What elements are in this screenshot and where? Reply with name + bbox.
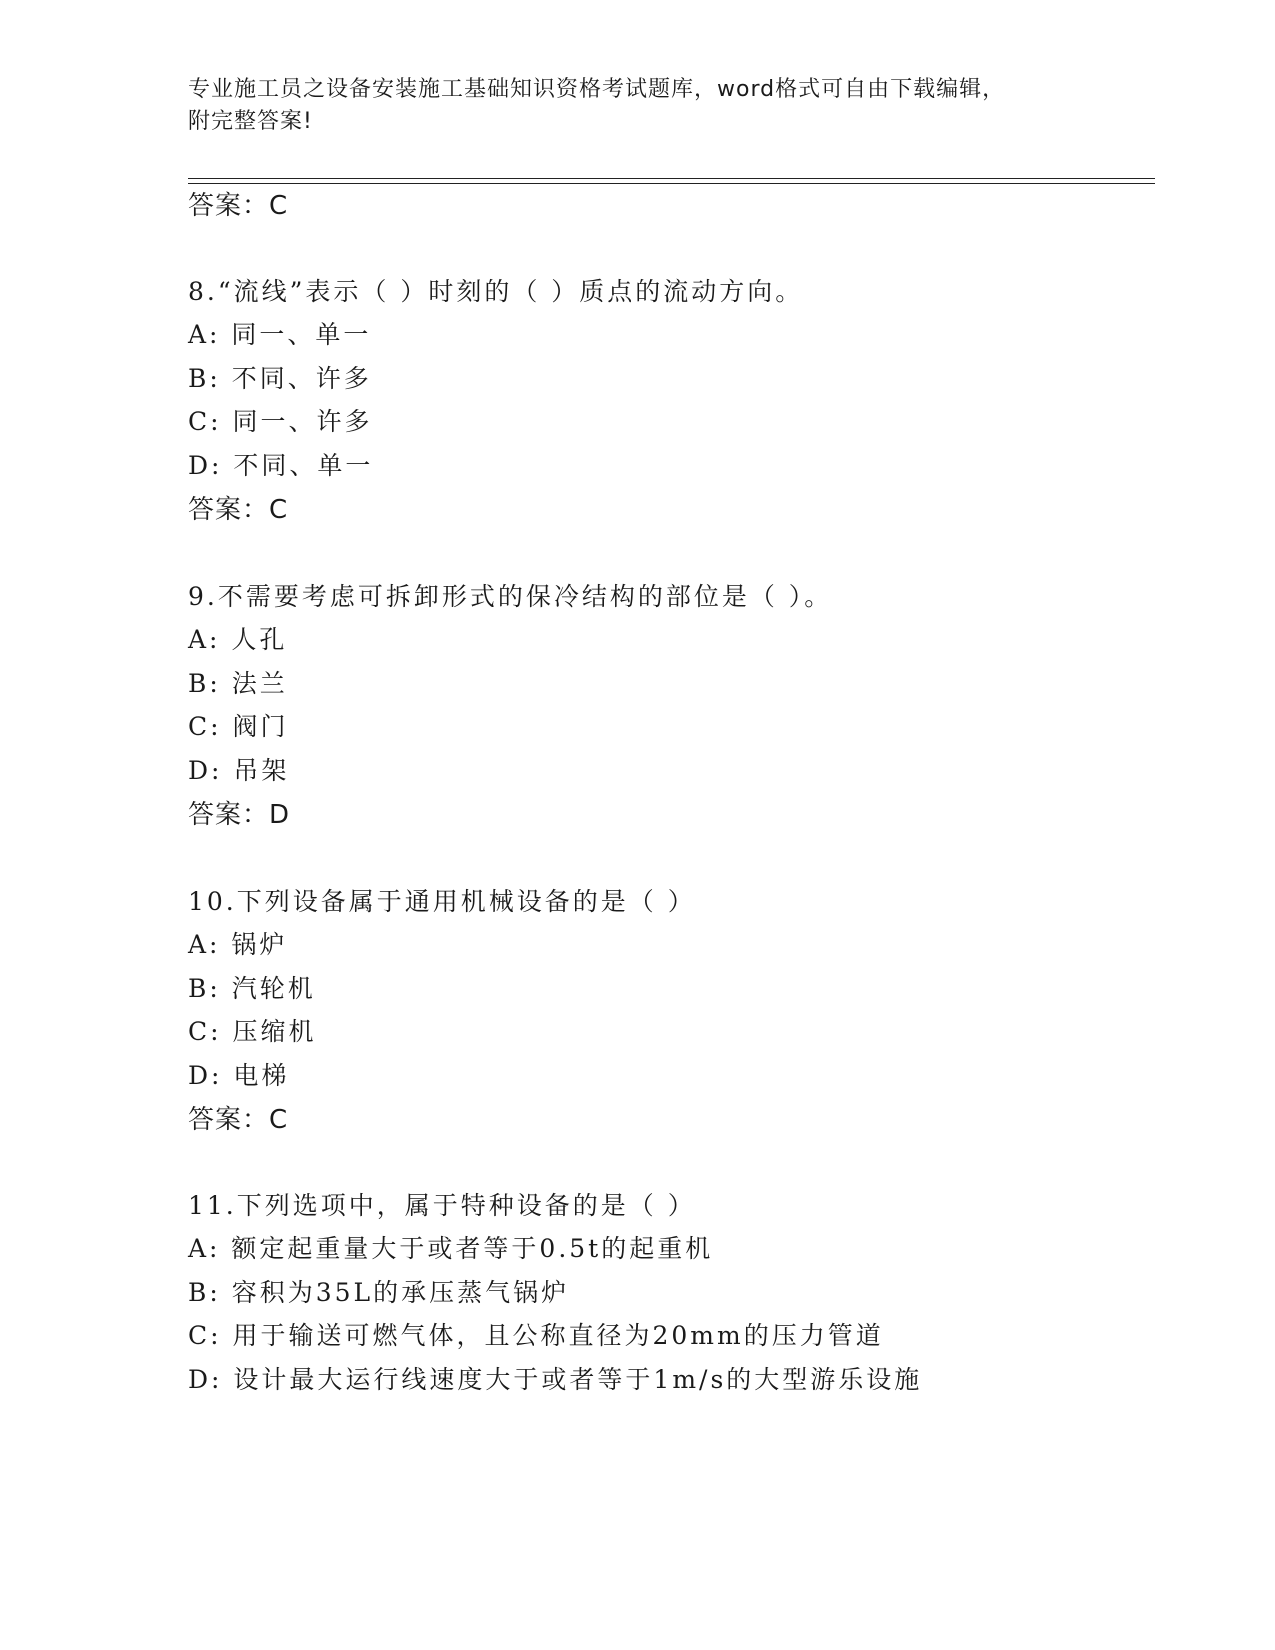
option-a: A: 同一、单一 [188,320,372,349]
question-stem: 11.下列选项中，属于特种设备的是（ ） [188,1191,696,1220]
answer-line: 答案：D [188,800,291,830]
document-header [188,74,1088,138]
option-d: D: 吊架 [188,756,290,785]
option-c: C: 压缩机 [188,1017,317,1046]
option-c: C: 用于输送可燃气体，且公称直径为20mm的压力管道 [188,1321,884,1350]
header-line-2: 附完整答案! [188,109,313,134]
question-stem: 10.下列设备属于通用机械设备的是（ ） [188,887,696,916]
option-a: A: 额定起重量大于或者等于0.5t的起重机 [188,1234,714,1263]
option-b: B: 容积为35L的承压蒸气锅炉 [188,1278,570,1307]
question-stem: 9.不需要考虑可拆卸形式的保冷结构的部位是（ ）。 [188,582,833,611]
question-stem: 8.“流线”表示（ ）时刻的（ ）质点的流动方向。 [188,277,804,306]
option-b: B: 汽轮机 [188,974,316,1003]
answer-line: 答案：C [188,495,289,525]
option-a: A: 锅炉 [188,930,288,959]
option-d: D: 设计最大运行线速度大于或者等于1m/s的大型游乐设施 [188,1365,923,1394]
answer-line: 答案：C [188,191,289,221]
option-c: C: 阀门 [188,712,289,741]
option-d: D: 不同、单一 [188,451,374,480]
option-c: C: 同一、许多 [188,407,373,436]
option-a: A: 人孔 [188,625,288,654]
header-divider-bottom [188,183,1155,184]
header-divider-top [188,178,1155,179]
option-d: D: 电梯 [188,1061,290,1090]
option-b: B: 不同、许多 [188,364,372,393]
header-line-1: 专业施工员之设备安装施工基础知识资格考试题库，word格式可自由下载编辑， [188,77,1006,102]
answer-line: 答案：C [188,1105,289,1135]
option-b: B: 法兰 [188,669,288,698]
